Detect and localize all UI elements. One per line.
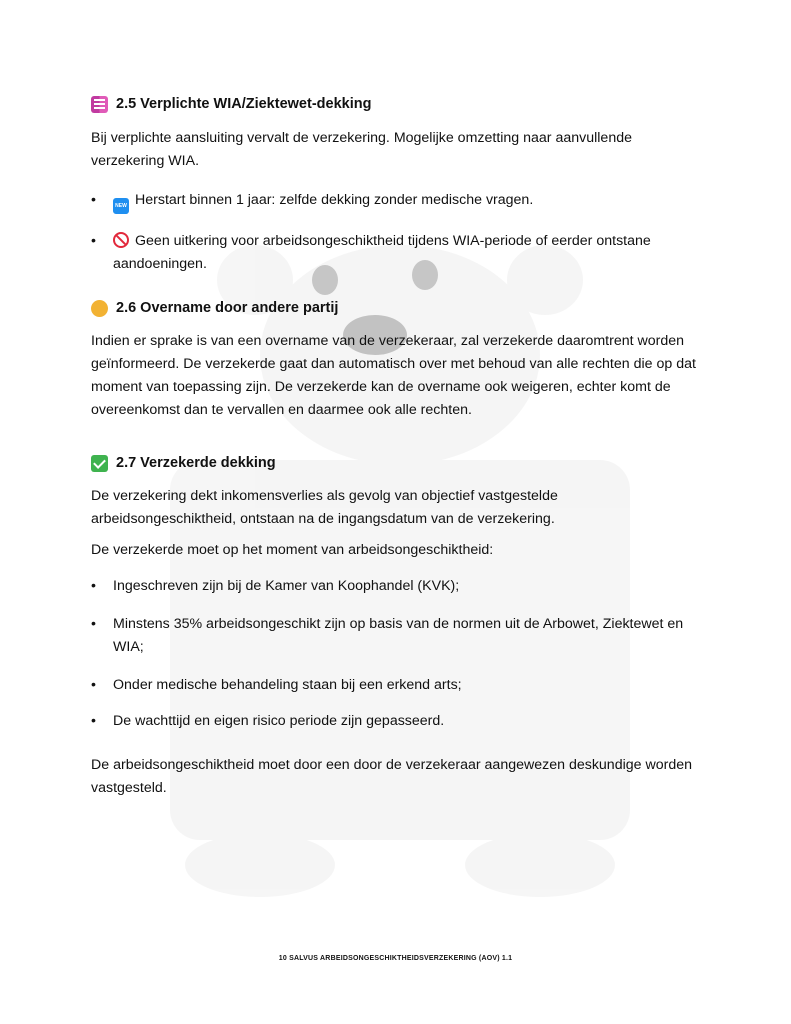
section-heading-2-7 [91, 452, 276, 475]
bullet: • [91, 616, 96, 632]
section-2-7-body: De verzekering dekt inkomensverlies als gevolg van objectief vastgestelde arbeidsongeschiktheid, ontstaan na de ingangsdatum van de verzekering. [91, 488, 558, 527]
bullet: • [91, 677, 96, 693]
section-2-6-body: Indien er sprake is van een overname van de verzekeraar, zal verzekerde daaromtrent worden geïnformeerd. De verzekerde gaat dan automatisch over met behoud van alle rechten die op dat moment van toepassing zijn. De verzekerde kan de overname ook weigeren, echter komt de overeenkomst dan te vervallen en daarmee ook alle rechten. [91, 333, 696, 418]
list-item [91, 710, 703, 733]
section-2-5-title: 2.5 Verplichte WIA/Ziektewet-dekking [116, 96, 372, 112]
list-item-text: Herstart binnen 1 jaar: zelfde dekking zonder medische vragen. [135, 192, 534, 208]
section-heading-2-5 [91, 93, 371, 116]
list-item [91, 189, 703, 214]
section-2-6-title: 2.6 Overname door andere partij [116, 300, 339, 316]
book-icon [91, 96, 108, 113]
page-footer: 10 SALVUS ARBEIDSONGESCHIKTHEIDSVERZEKERING (AOV) 1.1 [278, 955, 513, 962]
section-heading-2-6 [91, 297, 338, 320]
list-item-text: Onder medische behandeling staan bij een erkend arts; [113, 677, 462, 693]
section-2-5-body: Bij verplichte aansluiting vervalt de verzekering. Mogelijke omzetting naar aanvullende verzekering WIA. [91, 130, 632, 169]
check-mark-icon [91, 455, 108, 472]
section-2-7-title: 2.7 Verzekerde dekking [116, 455, 276, 471]
list-item [91, 575, 703, 598]
list-item-text: Minstens 35% arbeidsongeschikt zijn op basis van de normen uit de Arbowet, Ziektewet en WIA; [113, 616, 684, 655]
section-2-7-closing: De arbeidsongeschiktheid moet door een door de verzekeraar aangewezen deskundige worden vastgesteld. [91, 757, 692, 796]
handshake-icon [91, 300, 108, 317]
bullet: • [91, 713, 96, 729]
list-item [91, 674, 703, 697]
new-badge-icon: NEW [113, 198, 129, 214]
list-item-text: Geen uitkering voor arbeidsongeschiktheid tijdens WIA-periode of eerder ontstane aandoeningen. [113, 233, 651, 272]
list-item-text: Ingeschreven zijn bij de Kamer van Koophandel (KVK); [113, 578, 460, 594]
prohibited-icon [113, 232, 129, 248]
list-item [91, 230, 703, 276]
bullet: • [91, 578, 96, 594]
section-2-7-intro: De verzekerde moet op het moment van arbeidsongeschiktheid: [91, 542, 494, 558]
list-item [91, 613, 703, 659]
bullet: • [91, 233, 96, 249]
bullet: • [91, 192, 96, 208]
list-item-text: De wachttijd en eigen risico periode zijn gepasseerd. [113, 713, 445, 729]
